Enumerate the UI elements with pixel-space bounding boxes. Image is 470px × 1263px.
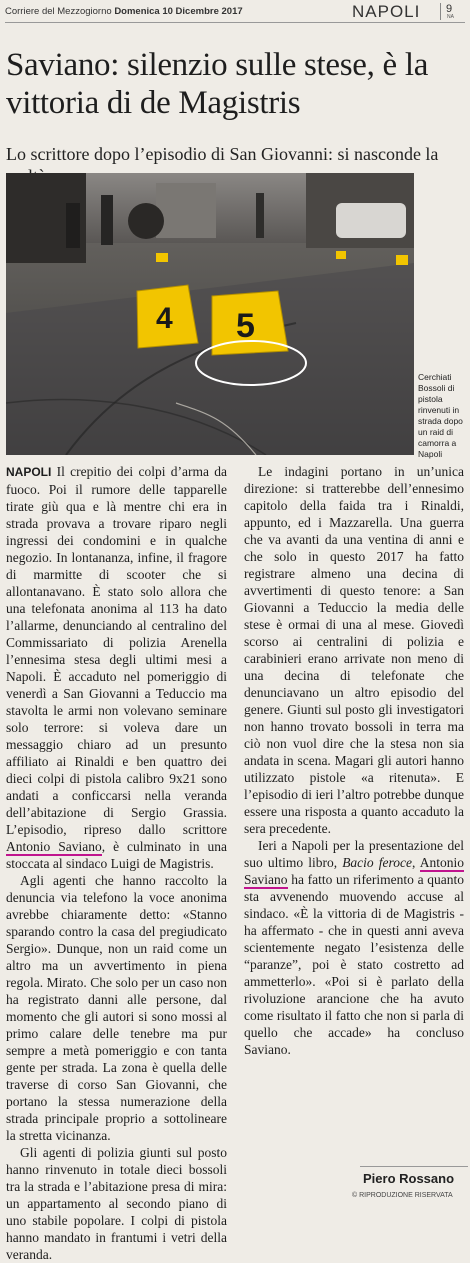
paragraph-1 [6, 463, 227, 872]
book-title: Bacio feroce [342, 855, 413, 870]
header-rule [5, 22, 465, 23]
copyright-notice: © RIPRODUZIONE RISERVATA [352, 1192, 453, 1199]
paragraph-1-text: Il crepitio dei colpi d’arma da fuoco. Poi il rumore delle tapparelle tirate giù qua e là mentre chi era in strada provava a trovare riparo negli ingressi dei condomini e in qualche negozio. In lontananza, infine, il fragore di marmitte di scooter che si allontanavano. È stato solo allora che una telefonata anonima al 113 ha dato l’allarme, denunciando al centralino del Commissariato di polizia Arenella l’ennesima stesa degli ultimi mesi a Napoli. È accaduto nel pomeriggio di venerdì a San Giovanni a Teduccio ma stavolta le armi non volevano seminare solo terrore: si voleva dare un messaggio chiaro ad un presunto affiliato ai Rinaldi e ben quattro dei dieci colpi di pistola calibro 9x21 sono andati a conficcarsi nella veranda dell’abitazione di Sergio Grassia. L’episodio, ripreso dallo scrittore [6, 464, 228, 837]
photo-illustration [6, 173, 414, 455]
evidence-marker-5 [212, 291, 288, 355]
header-divider [440, 3, 441, 20]
newspaper-source [5, 6, 243, 17]
marker-label-4: 4 [156, 302, 173, 335]
paragraph-5-end: ha fatto un riferimento a quanto sta avvenendo muovendo accuse al sindaco. «È la vittoria di de Magistris - ha affermato - che in questi anni aveva scientemente negato l’esistenza delle “paranze”, poi è stato costretto ad ammetterlo». «Poi si è parlato della rivoluzione arancione che ha avuto come risultato il fatto che non si parla di quello che accade» ha concluso Saviano. [244, 872, 464, 1057]
subheadline: Lo scrittore dopo l’episodio di San Giovanni: si nasconde la [6, 144, 439, 164]
article-column-2 [244, 463, 464, 1058]
paragraph-5: Ieri a Napoli per la presentazione del suo ultimo libro, Bacio feroce, Antonio Saviano ha fatto un riferimento a quanto sta avvenendo muovendo accuse al sindaco. «È la vittoria di de Magistris - ha affermato - che in questi anni aveva scientemente negato l’esistenza delle “paranze”, poi è stato costretto ad ammetterlo». «Poi si è parlato della rivoluzione arancione che ha avuto come risultato il fatto che non si parla di quello che accade» ha concluso Saviano. [244, 838, 465, 1057]
photo-caption: Cerchiati Bossoli di pistola rinvenuti in strada dopo un raid di camorra a Napoli [418, 372, 463, 459]
article-column-1 [6, 463, 227, 1263]
source-name: Corriere del Mezzogiorno [5, 6, 112, 17]
section-title: NAPOLI [352, 2, 421, 21]
issue-date: Domenica 10 Dicembre 2017 [114, 6, 243, 17]
paragraph-4: Le indagini portano in un’unica direzione: si tratterebbe dell’ennesimo capitolo della faida tra i Rinaldi, appunto, ed i Mazzarella. Una guerra che va avanti da una ventina di anni e che solo in questo 2017 ha fatto registrare almeno una decina di avvertimenti di questo tenore: a San Giovanni a Teduccio la media delle stese è ormai di una al mese. Giovedì scorso ai centralini di polizia e carabinieri erano arrivate non meno di una decina di telefonate che denunciavano un altro episodio del genere. Giunti sul posto gli investigatori non hanno trovato bossoli in terra ma ciò non vuol dire che la stesa non sia andata in scena. Magari gli autori hanno utilizzato pistole «a ritenuta». E l’episodio di ieri l’altro potrebbe dunque essere una risposta a quanto accaduto la sera precedente. [244, 464, 464, 836]
evidence-marker-4 [137, 285, 198, 348]
page-header [0, 0, 470, 22]
dateline: NAPOLI [6, 465, 52, 479]
highlighted-name-2: Antonio Saviano [244, 855, 465, 887]
paragraph-2: Agli agenti che hanno raccolto la denuncia via telefono la voce anonima avrebbe chiaramente detto: «Stanno sparando contro la casa del pregiudicato Sergio». Dunque, non un raid come un altro ma un avvertimento in piena regola. Mirato. Che solo per un caso non ha registrato danni alle persone, dal momento che gli autori si sono mossi al primo calare delle tenebre ma pur sempre a metà pomeriggio e con tanta gente per strada. La zona è quella delle traverse di corso San Giovanni, che portano la stessa numerazione della strada principale proprio a sottolineare la stretta vicinanza. [6, 873, 227, 1143]
page-number: 9 [446, 3, 453, 15]
byline-rule [360, 1166, 468, 1167]
marker-label-5: 5 [236, 307, 255, 345]
page-edition: NA [447, 14, 454, 20]
highlighted-name: Antonio Saviano [6, 839, 102, 854]
paragraph-3: Gli agenti di polizia giunti sul posto hanno rinvenuto in totale dieci bossoli tra la strada e l’abitazione presa di mira: un appartamento al secondo piano di uno stabile popolare. I colpi di pistola hanno mandato in frantumi i vetri della veranda. [6, 1145, 227, 1262]
crime-scene-photo [6, 173, 414, 455]
paragraph-1-end: , è culminato in una stoccata al sindaco Luigi de Magistris. [6, 839, 227, 871]
paragraph-5-start: Ieri a Napoli per la presentazione del suo ultimo libro, [244, 838, 464, 870]
headline: Saviano: silenzio sulle stese, è la vittoria di de Magistris [6, 47, 429, 121]
byline: Piero Rossano [363, 1171, 455, 1186]
